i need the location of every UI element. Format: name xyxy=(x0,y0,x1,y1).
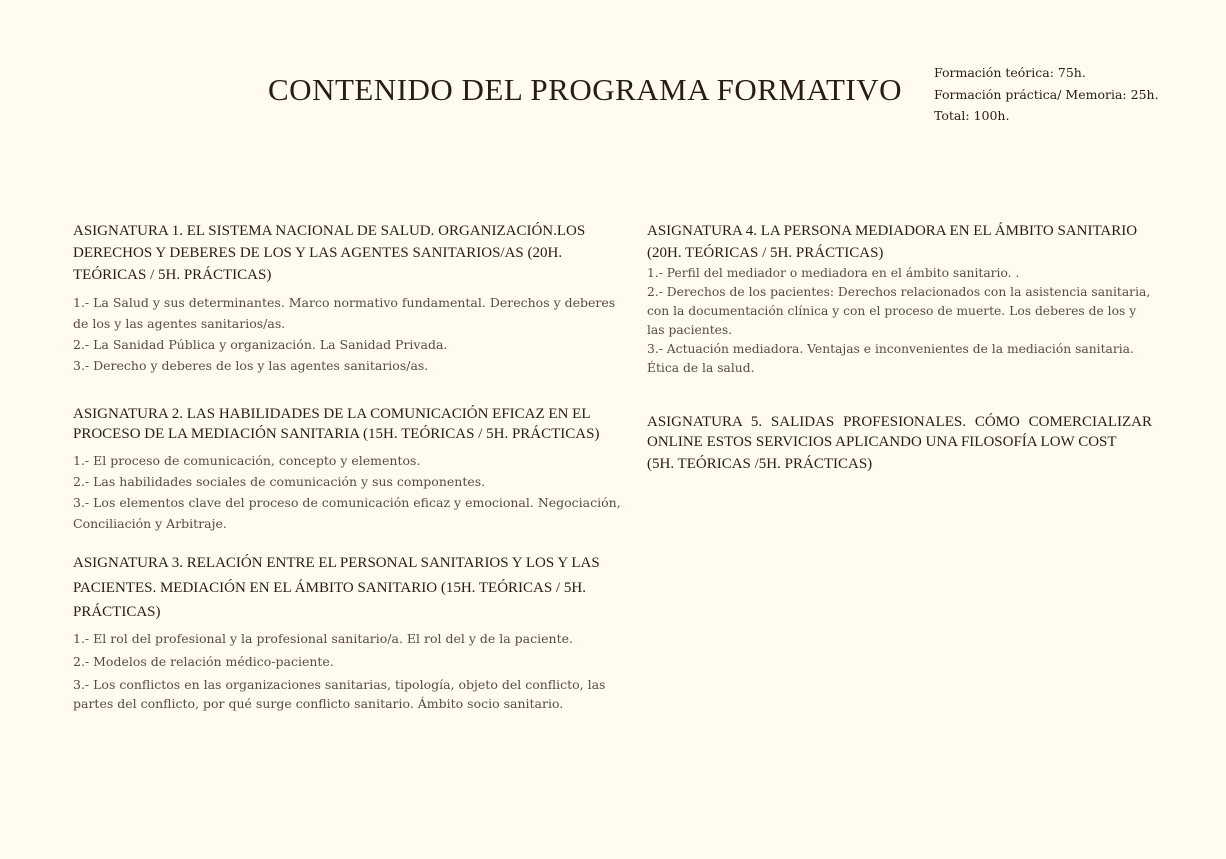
subject-5-hours: (5H. TEÓRICAS /5H. PRÁCTICAS) xyxy=(647,456,873,472)
subject-3-item-1: 1.- El rol del profesional y la profesional sanitario/a. El rol del y de la paciente. xyxy=(73,630,573,646)
subject-4-item-2: 2.- Derechos de los pacientes: Derechos relacionados con la asistencia sanitaria, con la documentación clínica y con el proceso de muerte. Los deberes de los y las pacientes. xyxy=(647,285,1151,337)
theory-hours: Formación teórica: 75h. xyxy=(934,65,1086,80)
subject-3-item-2: 2.- Modelos de relación médico-paciente. xyxy=(73,653,334,669)
subject-2-item-3: 3.- Los elementos clave del proceso de comunicación eficaz y emocional. Negociación, Conciliación y Arbitraje. xyxy=(73,495,621,531)
subject-1-title: ASIGNATURA 1. EL SISTEMA NACIONAL DE SALUD. ORGANIZACIÓN.LOS DERECHOS Y DEBERES DE LOS Y LAS AGENTES SANITARIOS/AS (20H. TEÓRICAS / 5H. PRÁCTICAS) xyxy=(73,223,586,283)
subject-1-item-2: 2.- La Sanidad Pública y organización. La Sanidad Privada. xyxy=(73,337,448,352)
right-column xyxy=(647,220,1152,477)
subject-3-item-3: 3.- Los conflictos en las organizaciones sanitarias, tipología, objeto del conflicto, las partes del conflicto, por qué surge conflicto sanitario. Ámbito socio sanitario. xyxy=(73,676,606,711)
subject-5 xyxy=(647,413,1152,477)
page-title: CONTENIDO DEL PROGRAMA FORMATIVO xyxy=(268,72,903,107)
subject-1-item-1: 1.- La Salud y sus determinantes. Marco normativo fundamental. Derechos y deberes de los y las agentes sanitarios/as. xyxy=(73,295,616,331)
subject-2 xyxy=(73,405,621,534)
subject-5-title: ASIGNATURA 5. SALIDAS PROFESIONALES. CÓMO COMERCIALIZAR ONLINE ESTOS SERVICIOS APLICANDO UNA FILOSOFÍA LOW COST xyxy=(647,414,1152,450)
subject-2-title: ASIGNATURA 2. LAS HABILIDADES DE LA COMUNICACIÓN EFICAZ EN EL PROCESO DE LA MEDIACIÓN SANITARIA (15H. TEÓRICAS / 5H. PRÁCTICAS) xyxy=(73,406,600,442)
total-hours: Total: 100h. xyxy=(934,108,1010,123)
hours-summary xyxy=(934,62,1159,127)
subject-1-item-3: 3.- Derecho y deberes de los y las agentes sanitarios/as. xyxy=(73,358,429,373)
subject-4 xyxy=(647,220,1152,378)
subject-4-title: ASIGNATURA 4. LA PERSONA MEDIADORA EN EL ÁMBITO SANITARIO (20H. TEÓRICAS / 5H. PRÁCTICAS) xyxy=(647,223,1138,261)
subject-3-title: ASIGNATURA 3. RELACIÓN ENTRE EL PERSONAL SANITARIOS Y LOS Y LAS PACIENTES. MEDIACIÓN EN EL ÁMBITO SANITARIO (15H. TEÓRICAS / 5H. PRÁCTICAS) xyxy=(73,555,600,620)
subject-2-item-2: 2.- Las habilidades sociales de comunicación y sus componentes. xyxy=(73,474,486,489)
subject-4-item-3: 3.- Actuación mediadora. Ventajas e inconvenientes de la mediación sanitaria. Ética de la salud. xyxy=(647,342,1134,375)
subject-4-item-1: 1.- Perfil del mediador o mediadora en el ámbito sanitario. . xyxy=(647,266,1020,280)
practice-hours: Formación práctica/ Memoria: 25h. xyxy=(934,86,1159,102)
subject-3 xyxy=(73,551,621,714)
subject-2-item-1: 1.- El proceso de comunicación, concepto y elementos. xyxy=(73,453,421,468)
left-column xyxy=(73,220,621,717)
subject-1 xyxy=(73,220,621,376)
